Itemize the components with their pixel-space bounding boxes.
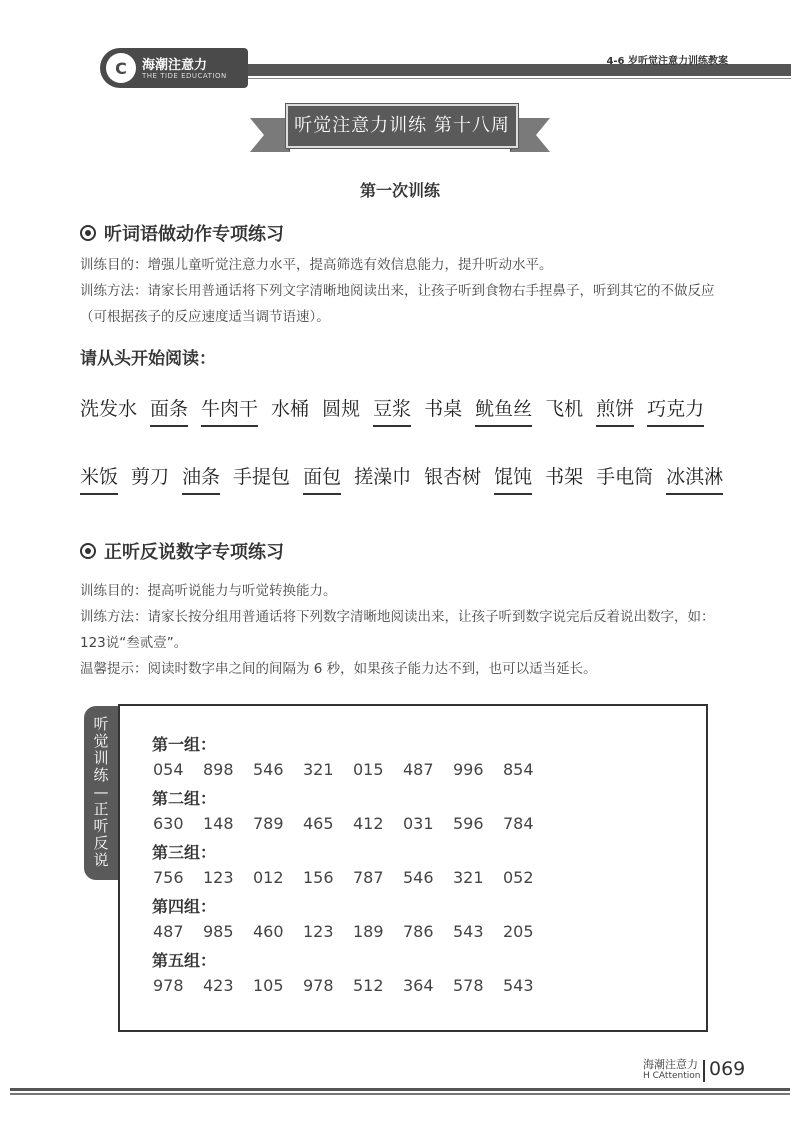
footer-rule — [10, 1088, 790, 1091]
radio-bullet-icon — [80, 225, 96, 241]
number-item: 105 — [253, 976, 284, 995]
number-item: 148 — [203, 814, 234, 833]
number-item: 756 — [153, 868, 184, 887]
section2-method: 训练方法：请家长按分组用普通话将下列数字清晰地阅读出来，让孩子听到数字说完后反着说出数字，如：123说“叁贰壹”。 — [80, 609, 715, 651]
word-item-underlined: 牛肉干 — [201, 394, 258, 427]
group-numbers — [153, 814, 553, 833]
number-item: 854 — [503, 760, 534, 779]
section1-method: 训练方法：请家长用普通话将下列文字清晰地阅读出来，让孩子听到食物右手捏鼻子，听到其它的不做反应（可根据孩子的反应速度适当调节语速）。 — [80, 283, 715, 325]
word-item-underlined: 面包 — [303, 462, 341, 495]
number-item: 898 — [203, 760, 234, 779]
number-item: 596 — [453, 814, 484, 833]
side-tab-label — [84, 706, 118, 880]
number-item: 985 — [203, 922, 234, 941]
number-item: 487 — [153, 922, 184, 941]
section2-title — [80, 538, 284, 564]
logo-en-text: THE TIDE EDUCATION — [142, 72, 227, 80]
banner-title: 听觉注意力训练 第十八周 — [286, 104, 518, 148]
footer-brand-en: H CAttention — [643, 1071, 701, 1081]
number-item: 205 — [503, 922, 534, 941]
word-item: 圆规 — [322, 398, 361, 420]
word-item: 水桶 — [271, 398, 310, 420]
word-item-underlined: 鱿鱼丝 — [475, 394, 532, 427]
word-item: 搓澡巾 — [354, 466, 412, 488]
group-numbers — [153, 760, 553, 779]
number-item: 996 — [453, 760, 484, 779]
word-item: 书架 — [545, 466, 584, 488]
side-tab-text: 听觉训练—正听反说 — [93, 715, 109, 869]
number-item: 054 — [153, 760, 184, 779]
number-item: 460 — [253, 922, 284, 941]
section1-purpose: 训练目的：增强儿童听觉注意力水平，提高筛选有效信息能力，提升听动水平。 — [80, 257, 553, 273]
word-item-underlined: 油条 — [182, 462, 220, 495]
word-item: 剪刀 — [131, 466, 170, 488]
number-item: 630 — [153, 814, 184, 833]
section1-title-text: 听词语做动作专项练习 — [104, 224, 284, 245]
word-item: 飞机 — [545, 398, 584, 420]
word-item: 银杏树 — [424, 466, 482, 488]
brand-logo — [100, 48, 248, 88]
word-item: 手电筒 — [596, 466, 654, 488]
group-label: 第一组： — [152, 735, 217, 754]
number-item: 546 — [253, 760, 284, 779]
word-item: 手提包 — [233, 466, 291, 488]
group-label: 第四组： — [152, 897, 217, 916]
group-numbers — [153, 868, 553, 887]
number-item: 189 — [353, 922, 384, 941]
number-item: 156 — [303, 868, 334, 887]
footer-rule — [10, 1093, 790, 1095]
session-title: 第一次训练 — [359, 181, 440, 200]
group-label: 第三组： — [152, 843, 217, 862]
word-row-1 — [80, 394, 717, 427]
footer-separator — [703, 1060, 705, 1082]
section1-title — [80, 220, 284, 246]
group-numbers — [153, 922, 553, 941]
number-item: 015 — [353, 760, 384, 779]
footer-brand-cn: 海潮注意力 — [643, 1058, 698, 1071]
word-item-underlined: 馄饨 — [494, 462, 532, 495]
word-item: 洗发水 — [80, 398, 138, 420]
section2-purpose: 训练目的：提高听说能力与听觉转换能力。 — [80, 583, 337, 599]
word-item-underlined: 冰淇淋 — [666, 462, 723, 495]
number-item: 784 — [503, 814, 534, 833]
number-item: 543 — [453, 922, 484, 941]
number-item: 786 — [403, 922, 434, 941]
number-item: 012 — [253, 868, 284, 887]
logo-mark-icon: C — [106, 53, 136, 83]
number-item: 978 — [153, 976, 184, 995]
logo-cn-text: 海潮注意力 — [142, 58, 208, 73]
word-item-underlined: 米饭 — [80, 462, 118, 495]
number-item: 787 — [353, 868, 384, 887]
word-item-underlined: 豆浆 — [373, 394, 411, 427]
section2-title-text: 正听反说数字专项练习 — [104, 542, 284, 563]
group-label: 第二组： — [152, 789, 217, 808]
number-item: 412 — [353, 814, 384, 833]
section2-tip: 温馨提示：阅读时数字串之间的间隔为 6 秒，如果孩子能力达不到，也可以适当延长。 — [80, 661, 597, 677]
number-item: 465 — [303, 814, 334, 833]
word-item-underlined: 面条 — [150, 394, 188, 427]
number-item: 546 — [403, 868, 434, 887]
word-item: 书桌 — [424, 398, 463, 420]
word-item-underlined: 巧克力 — [647, 394, 704, 427]
number-item: 321 — [303, 760, 334, 779]
header-book-title: 4-6 岁听觉注意力训练教案 — [606, 56, 728, 67]
number-item: 321 — [453, 868, 484, 887]
number-item: 364 — [403, 976, 434, 995]
group-numbers — [153, 976, 553, 995]
page-number: 069 — [709, 1058, 746, 1080]
number-item: 052 — [503, 868, 534, 887]
number-item: 543 — [503, 976, 534, 995]
number-item: 978 — [303, 976, 334, 995]
number-item: 123 — [203, 868, 234, 887]
read-instruction: 请从头开始阅读： — [80, 349, 216, 369]
group-label: 第五组： — [152, 951, 217, 970]
number-item: 123 — [303, 922, 334, 941]
word-item-underlined: 煎饼 — [596, 394, 634, 427]
number-item: 423 — [203, 976, 234, 995]
number-item: 031 — [403, 814, 434, 833]
number-item: 789 — [253, 814, 284, 833]
radio-bullet-icon — [80, 543, 96, 559]
number-item: 512 — [353, 976, 384, 995]
number-item: 578 — [453, 976, 484, 995]
word-row-2 — [80, 462, 736, 495]
number-item: 487 — [403, 760, 434, 779]
